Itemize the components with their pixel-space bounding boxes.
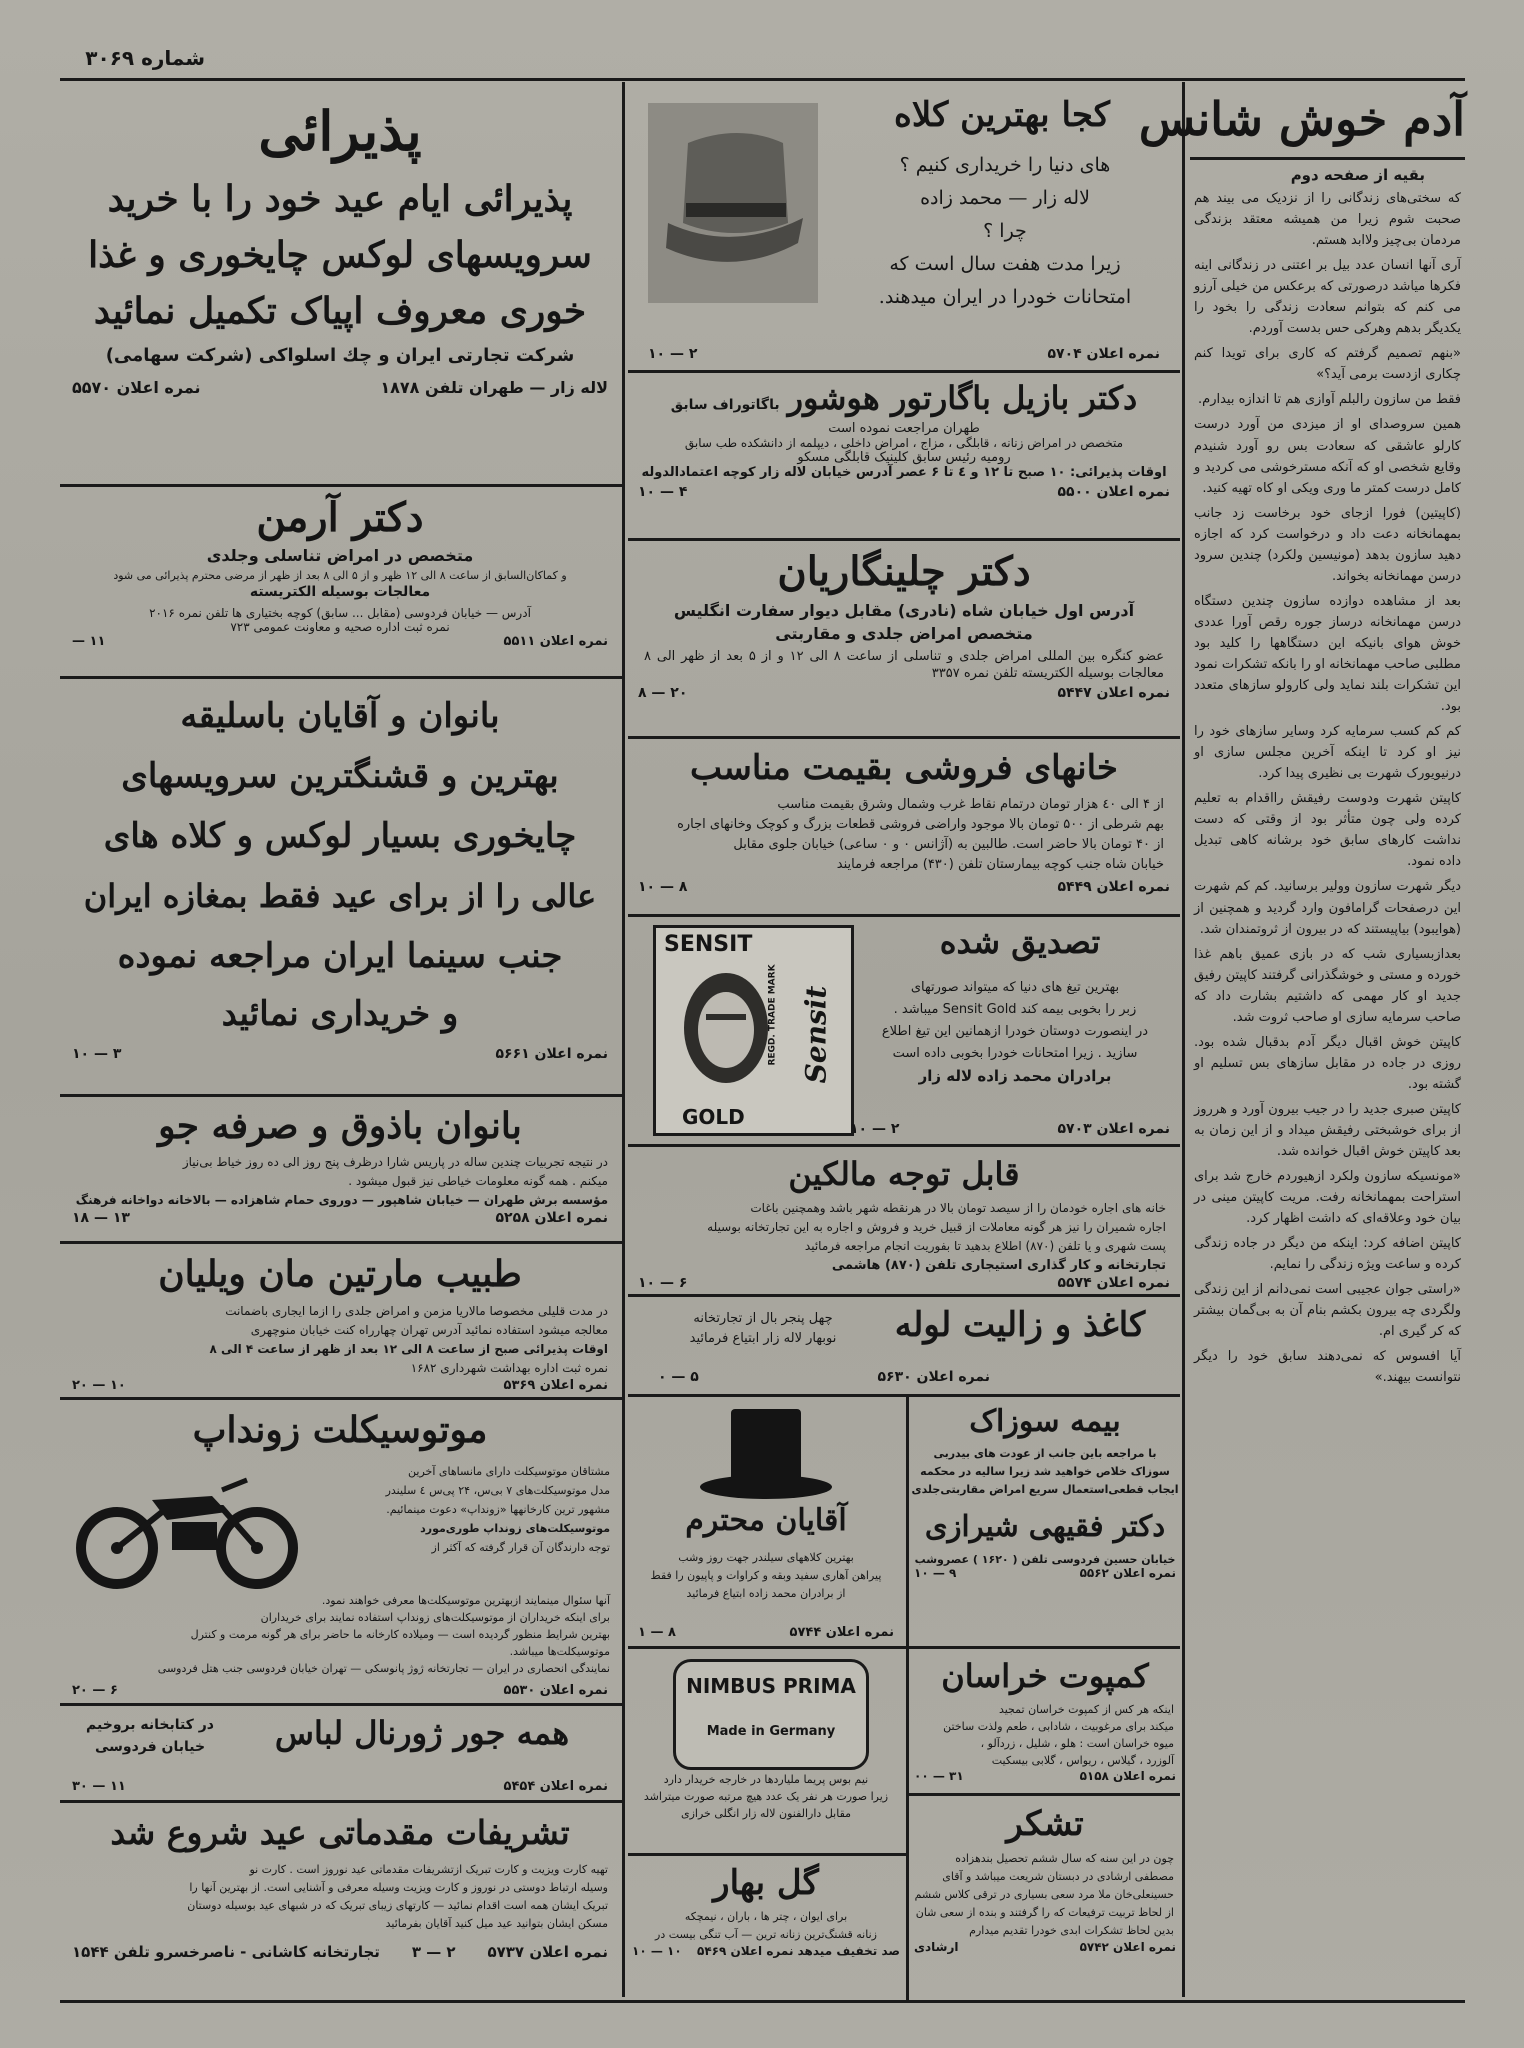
ad-owners — [628, 1149, 1180, 1291]
ladies-line: بانوان و آقایان باسلیقه — [180, 696, 500, 736]
ad-greetings — [62, 1805, 618, 1997]
ad-nimbus — [628, 1651, 904, 1851]
top-rule — [60, 78, 1465, 81]
ad-number: نمره اعلان ۵۷۰۳ — [1057, 1121, 1170, 1137]
sensit-text — [860, 977, 1170, 1087]
sensit-title: تصدیق شده — [939, 923, 1101, 961]
top-hats-line: بهترین کلاههای سیلندر جهت روز وشب — [678, 1551, 854, 1564]
tailor-meta — [62, 1210, 618, 1226]
moto-text-right — [305, 1462, 610, 1557]
sensit-gold: GOLD — [682, 1105, 745, 1129]
story-paragraph: «مونسیکه سازون ولکرد ازهیوردم خارج شد برای استراحت بمهمانخانه رفت. مریت کاپیتن مینی در بیان خود وعلاقه‌ای که داشت اظهار کرد. — [1194, 1169, 1461, 1227]
ad-khorasan — [910, 1651, 1180, 1791]
ad-number: نمره اعلان ۵۷۴۴ — [789, 1625, 894, 1640]
story-paragraph: دیگر شهرت سازون وولیر برسانید. کم کم شهرت این درصفحات گرامافون وارد گردید و همچنین از (هوایبود) بیاپیستند که در بیرون از ثروتمندان شد. — [1194, 879, 1461, 937]
ad-number: نمره اعلان ۵۵۷۴ — [1057, 1275, 1170, 1291]
owners-line: تجارتخانه و کار گذاری استیجاری تلفن (۸۷۰) هاشمی — [831, 1258, 1166, 1273]
houses-title: خانهای فروشی بقیمت مناسب — [690, 748, 1118, 788]
column-rule-right — [1182, 82, 1185, 1997]
sensit-line: زبر را بخوبی بیمه کند Sensit Gold میباشد . — [893, 1002, 1137, 1017]
tailor-text — [62, 1153, 618, 1210]
journal-sub — [70, 1714, 230, 1758]
martin-text — [62, 1302, 618, 1378]
ad-spring — [628, 1858, 904, 1998]
sozak-line: با مراجعه باین جانب از عودت های بیدربی — [933, 1447, 1157, 1460]
nimbus-text — [632, 1771, 900, 1822]
hats-line: زیرا مدت هفت سال است که — [889, 253, 1121, 275]
ladies-line: جنب سینما ایران مراجعه نموده — [117, 936, 563, 976]
moto-line: موتوسیکلت‌های زونداپ طوری‌مورد — [420, 1522, 610, 1535]
hats-line: های دنیا را خریداری کنیم ؟ — [899, 154, 1111, 176]
ad-date: ۶ — ۲۰ — [72, 1683, 118, 1698]
moto-line: مدل موتوسیکلت‌های ۷ بی‌س، ۲۴ پی‌س ٤ سلیندر — [385, 1484, 610, 1497]
story-continuation: بقیه از صفحه دوم — [1290, 166, 1425, 184]
story-column — [1138, 85, 1465, 1997]
ad-number: نمره اعلان ۵۵۳۰ — [503, 1683, 608, 1698]
ad-number: نمره اعلان ۵۵۱۱ — [503, 634, 608, 649]
ladies-line: عالی را از برای عید فقط بمغازه ایران — [83, 877, 597, 915]
armen-line: و کماکان‌السابق از ساعت ۸ الی ۱۲ ظهر و از ۵ الی ۸ بعد از ظهر از مرضی محترم پذیرائی می شود — [113, 569, 567, 582]
armen-line: آدرس — خیابان فردوسی (مقابل ... سابق) کوچه بختیاری ها تلفن نمره ۲۰۱۶ — [149, 606, 531, 620]
story-paragraph: «راستی جوان عجیبی است نمی‌دانم از این زندگی ولگردی چه بیرون بکشم بنام آن به بی‌گمان بیشتر که کر گیری ام. — [1194, 1282, 1461, 1340]
ad-dr-armen — [62, 490, 618, 672]
column-rule-left — [622, 82, 625, 1997]
ad-number: نمره اعلان ۵۶۶۱ — [495, 1046, 608, 1062]
ad-date: ۹ — ۱۰ — [914, 1566, 957, 1580]
story-title: آدم خوش شانس — [1138, 92, 1465, 146]
reception-title: پذیرائی — [258, 99, 422, 163]
basil-line: اوقات پذیرائی: ۱۰ صبح تا ۱۲ و ٤ تا ۶ عصر آدرس خیابان لاله زار کوچه اعتمادالدوله — [641, 465, 1167, 480]
ad-dr-martin — [62, 1246, 618, 1394]
basil-subtitle: باگاتوراف سابق — [670, 397, 780, 413]
sozak-line: سوزاک خلاص خواهید شد زیرا سالیه در محکمه — [920, 1465, 1170, 1478]
khorasan-line: میکند برای مرغوبیت ، شادابی ، طعم ولذت ساختن — [943, 1720, 1174, 1733]
khorasan-meta — [910, 1769, 1180, 1783]
sozak-meta — [910, 1566, 1180, 1580]
story-paragraph: کاپیتن خوش اقبال دیگر آدم بدقبال شده بود. روزی در جاده در مقابل سازهای بس تسلیم او گشته بود. — [1194, 1034, 1461, 1092]
ad-number: نمره اعلان ۵۷۳۷ — [487, 1943, 608, 1961]
ad-date: ۵ — ۰ — [658, 1369, 699, 1385]
ad-date: ۲ — ۱۰ — [850, 1121, 900, 1137]
hats-line: لاله زار — محمد زاده — [920, 187, 1090, 209]
ad-date: ۸ — ۱۰ — [638, 879, 688, 895]
journal-line: در کتابخانه بروخیم — [86, 1717, 214, 1733]
paper-text — [648, 1309, 878, 1349]
sensit-script: Sensit — [799, 985, 833, 1084]
ad-paper — [628, 1299, 1180, 1391]
moto-title: موتوسیکلت زونداپ — [192, 1409, 488, 1451]
reception-line: پذیرائی ایام عید خود را با خرید — [107, 178, 573, 220]
sozak-address: خیابان حسین فردوسی تلفن ( ۱۶۲۰ ) عصروشب — [914, 1553, 1176, 1566]
sozak-title: بیمه سوزاک — [969, 1404, 1121, 1439]
ad-number: نمره اعلان ۵۵۶۲ — [1079, 1566, 1176, 1580]
rule — [60, 1241, 622, 1244]
thanks-line: بدین لحاظ تشکرات ابدی خودرا تقدیم میدارم — [969, 1924, 1174, 1937]
nimbus-line: زیرا صورت هر نفر یک عدد هیچ مرتبه صورت میتراشد — [643, 1790, 889, 1803]
top-hats-line: پیراهن آهاری سفید وبقه و کراوات و پاپیون را فقط — [650, 1569, 882, 1582]
story-paragraph: (کاپیتین) فورا ازجای خود برخاست زد جانب بمهمانخانه دعت داد و درخواست کرد که اجازه دهید سازون بدهد (مونیسین ولکرد) چندین سرود درسن مهمانخانه بخواند. — [1194, 505, 1461, 584]
armen-line: معالجات بوسیله الکتریسته — [249, 584, 431, 600]
ad-number: صد تخفیف میدهد نمره اعلان ۵۴۶۹ — [697, 1944, 900, 1958]
ad-thanks — [910, 1798, 1180, 1998]
sozak-line: ایجاب قطعی‌استعمال سریع امراض مقاربتی‌جلدی — [911, 1483, 1179, 1496]
greet-line: مسکن ایشان بتوانید عید میل کنید آقایان بفرمائید — [385, 1917, 608, 1930]
bottom-rule — [60, 2000, 1465, 2003]
ad-number: نمره اعلان ۵۱۵۸ — [1079, 1769, 1176, 1783]
basil-meta — [628, 484, 1180, 500]
basil-line: طهران مراجعت نموده است — [828, 421, 980, 436]
rule — [628, 1294, 1180, 1297]
story-body — [1190, 184, 1465, 1389]
story-paragraph: کاپیتن شهرت ودوست رفیقش رااقدام به تعلیم کرده ولی چون متأثر بود از وقتی که دست نداشت کارهای سابق خود برشانه کاهی تبدیل داده نمود. — [1194, 791, 1461, 870]
moto-meta — [62, 1683, 618, 1698]
ad-sozak — [910, 1399, 1180, 1644]
ad-date: ۱۰ — ۱۰ — [632, 1944, 682, 1958]
top-hats-title: آقایان محترم — [685, 1503, 847, 1538]
rule — [60, 484, 622, 487]
basil-line: متخصص در امراض زنانه ، قابلگی ، مزاج ، امراض داخلی ، دیپلمه از دانشکده طب سابق — [684, 436, 1124, 450]
spring-title: گل بهار — [713, 1863, 819, 1903]
motorcycle-icon — [72, 1460, 302, 1588]
ad-date: ۱۱ — — [72, 634, 106, 649]
rule — [908, 1793, 1180, 1796]
greet-line: وسیله ارتباط دوستی در نوروز و کارت ویزیت وسیله معرفی و آشنایی است. از بهترین آنها را — [189, 1881, 608, 1894]
reception-address: لاله زار — طهران تلفن ۱۸۷۸ — [380, 378, 608, 397]
chelingarian-line: عضو کنگره بین المللی امراض جلدی و تناسلی از ساعت ۸ الی ۱۲ و از ۵ بعد از ظهر الی ۸ معالجات بوسیله الکتریسته تلفن نمره ۳۳۵۷ — [644, 649, 1164, 681]
nimbus-line: نیم بوس پریما ملیاردها در خارجه خریدار دارد — [663, 1773, 869, 1786]
martin-line: معالجه میشود استفاده نمائید آدرس تهران چهارراه کنت خیابان منوچهری — [250, 1323, 608, 1337]
sensit-logo — [653, 925, 854, 1136]
hats-line: چرا ؟ — [983, 220, 1027, 242]
greet-title: تشریفات مقدماتی عید شروع شد — [110, 1813, 570, 1852]
sozak-doctor: دکتر فقیهی شیرازی — [924, 1509, 1166, 1543]
spring-line: زنانه قشنگ‌ترین زنانه ترین — آب تنگی بیست در — [655, 1928, 877, 1941]
houses-text — [628, 795, 1180, 875]
nimbus-line: مقابل دارالفنون لاله زار انگلی خرازی — [680, 1807, 852, 1820]
armen-title: دکتر آرمن — [256, 494, 424, 541]
rule — [628, 1853, 906, 1856]
khorasan-line: آلوزرد ، گیلاس ، ریواس ، گلابی بیسکیت — [991, 1754, 1174, 1767]
moto-line: موتوسیکلت‌ها میباشد. — [509, 1645, 610, 1658]
ad-top-hats — [628, 1399, 904, 1644]
story-paragraph: کاپیتن صبری جدید را در جیب بیرون آورد و هرروز از برای خوشبختی رفیقش میداد و از این زمان به بعد کاپیتن خوش اقبال خوانده شد. — [1194, 1101, 1461, 1160]
hats-title: کجا بهترین کلاه — [894, 95, 1110, 135]
rule — [628, 1144, 1180, 1147]
moto-line: نمایندگی انحصاری در ایران — تجارتخانه ژوژ پانوسکی — تهران خیابان فردوسی جنب هتل فردوسی — [157, 1662, 610, 1675]
hats-line: امتحانات خودرا در ایران میدهند. — [878, 286, 1132, 308]
rule — [628, 914, 1180, 917]
story-paragraph: که سختی‌های زندگانی را از نزدیک می بیند هم صحبت شوم زیرا من همیشه معتقد بزندگی مردمان بی‌چیز ولاابد هستم. — [1194, 191, 1461, 249]
basil-title: دکتر بازیل باگارتور هوشور — [787, 379, 1138, 417]
greet-line: تبریک ایشان همه است اقدام نمائید — کارتهای زیبای تبریک که در شبهای عید بوسیله دوستان — [187, 1899, 608, 1912]
journal-meta — [62, 1779, 618, 1794]
story-paragraph: بعد از مشاهده دوازده سازون چندین دستگاه درسن مهمانخانه درساز جوره رقص آورا عددی خوش هوای بانیکه این دستگاهها را کلید بود مطلبی صاحب مهمانخانه او را بانکه تشکرات نمود این تشکرات بلند نماید ولی کارولو سازهای متعدد بود. — [1194, 593, 1461, 715]
rule — [60, 1703, 622, 1706]
martin-title: طبیب مارتین مان ویلیان — [158, 1253, 522, 1295]
armen-meta — [62, 634, 618, 649]
martin-meta — [62, 1378, 618, 1393]
martin-line: اوقات پذیرائی صبح از ساعت ۸ الی ۱۲ بعد از ظهر از ساعت ۴ الی ۸ — [209, 1342, 608, 1356]
ad-number: نمره اعلان ۵۴۴۹ — [1057, 879, 1170, 895]
paper-line: چهل پنجر بال از تجارتخانه — [693, 1311, 833, 1326]
basil-title-row — [628, 379, 1180, 417]
top-hats-meta — [628, 1625, 904, 1640]
story-paragraph: بعدازبسیاری شب که در بازی عمیق باهم غذا خورده و مستی و خوشگذرانی گرفتند کاپیتن رفیق جدید او کار مهمی که داشتیم بشارت داد که صاحب سرمایه سازی او صاحب ثروت شد. — [1194, 946, 1461, 1025]
face-icon — [676, 968, 776, 1088]
story-paragraph: کاپیتن اضافه کرد: اینکه من دیگر در جاده زندگی کرده و ساعت ویژه زندگی را نمایم. — [1194, 1236, 1461, 1273]
ad-number: نمره اعلان ۵۲۵۸ — [495, 1210, 608, 1226]
moto-line: آنها سئوال مینمایند ازبهترین موتوسیکلت‌ها معرفی خواهند نمود. — [321, 1594, 610, 1607]
armen-line: متخصص در امراض تناسلی وجلدی — [206, 546, 474, 565]
ladies-meta — [62, 1046, 618, 1062]
khorasan-title: کمپوت خراسان — [941, 1657, 1149, 1695]
tailor-line: مؤسسه برش طهران — خیابان شاهپور — دوروی حمام شاهزاده — بالاخانه دواخانه فرهنگ — [75, 1193, 608, 1207]
story-paragraph: کم کم کسب سرمایه کرد وسایر سازهای خود را نیز او کرد تا اینکه آخرین مجلس سازی او درنیویورک شهرت بی نظیری پیدا کرد. — [1194, 724, 1461, 782]
tailor-line: در نتیجه تجربیات چندین ساله در پاریس شارا درظرف پنج روز الی ده روز خیاط بی‌نیاز — [182, 1155, 608, 1169]
ad-number: نمره اعلان ۵۷۴۲ — [1079, 1940, 1176, 1954]
rule — [628, 1394, 1180, 1397]
rule — [60, 1800, 622, 1803]
reception-line: سرویسهای لوکس چایخوری و غذا — [88, 234, 592, 276]
thanks-line: حسینعلی‌خان ملا مرد سعی بسیاری در ترقی کلاس ششم — [914, 1888, 1174, 1901]
ad-houses — [628, 741, 1180, 911]
martin-line: در مدت قلیلی مخصوصا مالاریا مزمن و امراض جلدی را ازما ایجاری باضمانت — [225, 1304, 608, 1318]
story-paragraph: همین سروصدای او از میزدی من آورد درست کارلو عاشقی که سعادت بس رو آورد شنیدم وقایع شخصی او که آنکه مسترخوشی می کردید و کامل درست کمتر ما وری ویکی او کاه تهیه کنید. — [1194, 417, 1461, 496]
hat-photo — [648, 103, 818, 303]
ad-date: ۱۱ — ۳۰ — [72, 1779, 126, 1794]
ad-date: ۱۳ — ۱۸ — [72, 1210, 130, 1226]
ad-date: ۸ — ۱ — [638, 1625, 676, 1640]
chelingarian-title: دکتر چلینگاریان — [777, 548, 1031, 595]
hats-meta — [638, 346, 1170, 362]
tailor-line: میکنم . همه گونه معلومات خیاطی نیز قبول میشود . — [348, 1174, 608, 1188]
chelingarian-meta — [628, 685, 1180, 701]
sensit-line: برادران محمد زاده لاله زار — [918, 1067, 1112, 1085]
ad-dr-chelingarian — [628, 543, 1180, 733]
paper-meta — [648, 1369, 1000, 1385]
ad-reception — [62, 85, 618, 483]
thanks-meta — [910, 1940, 1180, 1954]
rule — [60, 676, 622, 679]
ad-date: ۴ — ۱۰ — [638, 484, 688, 500]
martin-line: نمره ثبت اداره بهداشت شهرداری ۱۶۸۲ — [410, 1361, 608, 1375]
ad-number: نمره اعلان ۵۳۶۹ — [503, 1378, 608, 1393]
rule — [60, 1397, 622, 1400]
khorasan-line: اینکه هر کس از کمپوت خراسان تمجید — [998, 1703, 1174, 1716]
spring-text — [628, 1908, 904, 1944]
owners-line: اجاره شمیران را نیز هر گونه معاملات از قبیل خرید و فروش و اجاره به این تجارتخانه بوسیله — [707, 1220, 1166, 1234]
khorasan-text — [910, 1701, 1180, 1769]
sensit-line: بهترین تیغ های دنیا که میتواند صورتهای — [910, 980, 1120, 995]
greet-address: تجارتخانه کاشانی - ناصرخسرو تلفن ۱۵۴۴ — [72, 1943, 380, 1961]
thanks-line: چون در این سنه که سال ششم تحصیل بندهزاده — [955, 1852, 1174, 1865]
inner-rule — [906, 1396, 909, 2000]
houses-line: خیابان شاه جنب کوچه بیمارستان تلفن (۴۳۰) مراجعه فرمایند — [836, 857, 1164, 872]
moto-line: مشهور ترین کارخانهها «زونداپ» دعوت مینمائیم. — [386, 1503, 610, 1516]
hats-text — [845, 149, 1165, 314]
sozak-text — [910, 1445, 1180, 1499]
rule — [908, 1646, 1180, 1649]
sensit-brand: SENSIT — [664, 932, 753, 957]
ad-motorcycle — [62, 1402, 618, 1700]
sensit-meta — [840, 1121, 1180, 1137]
top-hat-icon — [696, 1403, 836, 1503]
story-paragraph: آری آنها انسان عدد بیل بر اعتنی در زندگانی اینه فکرها میاشد درصورتی که برعکس من خیلی آرزو می کنم که بتوانم سعادت زندگی را بخود را یکدیگر بدهم وهرکی حس بدست آوردم. — [1194, 258, 1461, 337]
thanks-text — [910, 1850, 1180, 1940]
tailor-title: بانوان باذوق و صرفه جو — [158, 1105, 522, 1147]
ad-date: ۱۰ — ۲۰ — [72, 1378, 126, 1393]
owners-line: پست شهری و یا تلفن (۸۷۰) اطلاع بدهید تا بفوریت انجام مراجعه فرمائید — [804, 1239, 1166, 1253]
ladies-line: و خریداری نمائید — [221, 994, 459, 1034]
houses-line: بهم شرطی از ۵۰۰ تومان بالا موجود واراضی فروشی قطعات بزرگ و کوچک وخانهای اجاره — [677, 817, 1164, 832]
houses-line: از ۴ الی ٤٠ هزار تومان درتمام نقاط غرب وشمال وشرق بقیمت مناسب — [777, 797, 1164, 812]
reception-line: خوری معروف اپیاک تکمیل نمائید — [93, 290, 587, 332]
ad-date: ۲ — ۳ — [411, 1943, 456, 1961]
houses-meta — [628, 879, 1180, 895]
thanks-line: مصطفی ارشادی در دبستان شریعت میباشد و آقای — [942, 1870, 1174, 1883]
sensit-trademark: REGD. TRADE MARK — [767, 964, 778, 1066]
paper-title: کاغذ و زالیت لوله — [894, 1305, 1146, 1345]
sensit-line: در اینصورت دوستان خودرا ازهمانین این تیغ اطلاع — [881, 1024, 1149, 1039]
rule — [628, 736, 1180, 739]
moto-line: مشتاقان موتوسیکلت دارای مانساهای آخرین — [408, 1465, 610, 1478]
ad-date: ۳۱ — ۰۰ — [914, 1769, 964, 1783]
ad-ladies — [62, 682, 618, 1092]
owners-meta — [628, 1275, 1180, 1291]
moto-line: بهترین شرایط منظور گردیده است — ومیلاده کارخانه ما حاضر برای هر گونه مرمت و کنترل — [190, 1628, 610, 1641]
journal-line: خیابان فردوسی — [94, 1739, 206, 1755]
ad-number: نمره اعلان ۵۴۵۴ — [503, 1779, 608, 1794]
owners-text — [628, 1199, 1180, 1275]
ad-hats — [628, 85, 1180, 368]
ad-number: نمره اعلان ۵۷۰۴ — [1047, 346, 1160, 362]
greet-text — [62, 1861, 618, 1933]
ad-sensit — [628, 919, 1180, 1141]
rule — [628, 538, 1180, 541]
ad-date: ۶ — ۱۰ — [638, 1275, 688, 1291]
issue-number: شماره ۳۰۶۹ — [85, 46, 205, 70]
armen-line: نمره ثبت اداره صحیه و معاونت عمومی ۷۲۳ — [230, 620, 450, 634]
thanks-line: از لحاظ تربیت ترفیعات که را گرفتند و بنده از سعی شان — [915, 1906, 1174, 1919]
thanks-signature: ارشادی — [914, 1940, 959, 1954]
moto-line: برای اینکه خریداران از موتوسیکلت‌های زونداپ استفاده نمایند برای خریداران — [260, 1611, 610, 1624]
owners-title: قابل توجه مالکین — [788, 1155, 1020, 1193]
ladies-line: بهترین و قشنگترین سرویسهای — [121, 756, 559, 796]
reception-meta — [62, 378, 618, 397]
ad-dr-basil — [628, 375, 1180, 535]
reception-company: شرکت تجارتی ایران و چك اسلواکی (شرکت سهامی) — [105, 345, 575, 366]
top-hats-text — [634, 1549, 898, 1603]
moto-text-bottom — [70, 1592, 610, 1677]
houses-line: از ۴۰ تومان بالا حاضر است. طالبین به (آژانس ۰ و ۰ ساعی) خیابان جلوی مقابل — [733, 837, 1164, 852]
chelingarian-line: آدرس اول خیابان شاه (نادری) مقابل دیوار سفارت انگلیس — [673, 601, 1135, 620]
rule — [628, 370, 1180, 373]
khorasan-line: میوه خراسان است : هلو ، شلیل ، زردآلو ، — [980, 1737, 1174, 1750]
journal-title: همه جور ژورنال لباس — [274, 1714, 570, 1752]
owners-line: خانه های اجاره خودمان را از سیصد تومان بالا در هرنقطه شهر باشد وهمچنین باغات — [750, 1201, 1166, 1215]
nimbus-brand: NIMBUS PRIMA — [686, 1674, 856, 1698]
story-paragraph: «بنهم تصمیم گرفتم که کاری برای تویدا کنم چکاری ازدست برمی آید؟» — [1194, 346, 1461, 383]
ladies-line: چایخوری بسیار لوکس و کلاه های — [103, 816, 577, 856]
thanks-title: تشکر — [1006, 1804, 1084, 1844]
ad-tailor — [62, 1099, 618, 1239]
ad-number: نمره اعلان ۵۵۷۰ — [72, 378, 201, 397]
rule — [628, 1646, 906, 1649]
ad-date: ۲ — ۱۰ — [648, 346, 698, 362]
spring-meta — [628, 1944, 904, 1958]
ad-number: نمره اعلان ۵۶۳۰ — [877, 1369, 990, 1385]
razor-blade — [673, 1659, 869, 1770]
story-title-rule — [1190, 157, 1465, 160]
paper-line: نوبهار لاله زار ابتیاع فرمائید — [689, 1331, 837, 1346]
basil-line: رومیه رئیس سابق کلینیک قابلگی مسکو — [797, 450, 1011, 465]
ad-date: ۳ — ۱۰ — [72, 1046, 122, 1062]
sensit-line: سازید . زیرا امتحانات خودرا بخوبی داده است — [892, 1046, 1138, 1061]
greet-line: تهیه کارت ویزیت و کارت تبریک ازتشریفات مقدماتی عید نوروز است . کارت نو — [249, 1863, 608, 1876]
moto-line: توجه دارندگان آن قرار گرفته که آکثر از — [431, 1541, 610, 1554]
hat-icon — [648, 103, 818, 303]
chelingarian-line: متخصص امراض جلدی و مقاربتی — [775, 624, 1033, 643]
story-paragraph: آیا افسوس که نمی‌دهند سابق خود را دیگر نتوانست بیهند.» — [1194, 1349, 1461, 1386]
ad-number: نمره اعلان ۵۵۰۰ — [1057, 484, 1170, 500]
story-paragraph: فقط من سازون رالبلم آوازی هم تا اندازه بیدارم. — [1198, 392, 1461, 408]
ad-date: ۲۰ — ۸ — [638, 684, 688, 701]
top-hats-line: از برادران محمد زاده ابتیاع فرمائید — [686, 1587, 846, 1600]
spring-line: برای ایوان ، چتر ها ، باران ، نیمچکه — [684, 1910, 848, 1923]
ad-number: نمره اعلان ۵۴۴۷ — [1057, 684, 1170, 701]
nimbus-made: Made in Germany — [706, 1724, 836, 1739]
greet-meta — [62, 1943, 618, 1961]
ad-journal — [62, 1708, 618, 1798]
rule — [60, 1094, 622, 1097]
